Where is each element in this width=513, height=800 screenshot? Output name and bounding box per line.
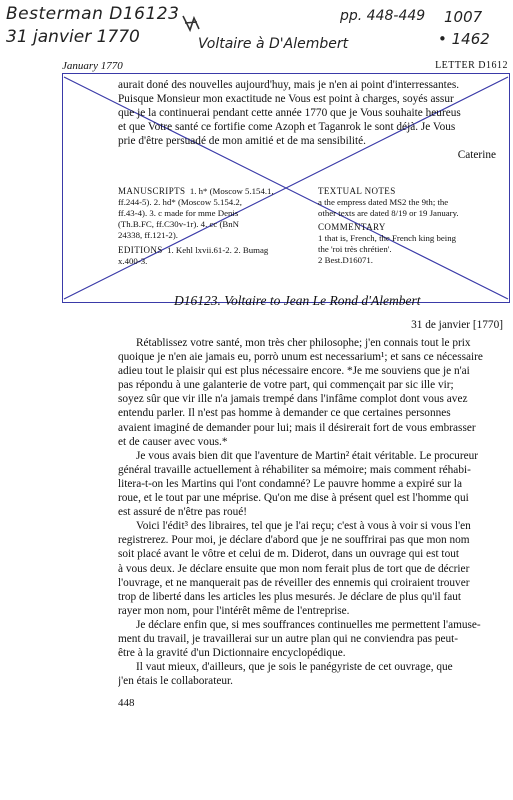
text-line: est assuré de n'être pas roué! — [118, 506, 248, 519]
previous-letter-text — [118, 78, 510, 163]
text-line: litera-t-on les Martins qui l'ont condamné? Le pauvre homme a expiré sur la — [118, 477, 462, 490]
running-header — [62, 60, 508, 74]
editions-label: EDITIONS — [118, 245, 163, 255]
textual-notes — [318, 186, 508, 266]
text-line: registrerez. Pour moi, je déclare d'abord que je ne souffrirai pas que mon nom — [118, 534, 470, 547]
letter-date: 31 de janvier [1770] — [411, 319, 503, 331]
text-line: et que Votre santé ce fortifie come Azoph et Taganrok le sont déjà. Je Vous — [118, 121, 456, 134]
page-number: 448 — [118, 697, 135, 709]
note-line: the 'roi très chrétien'. — [318, 244, 392, 254]
note-line: 24338, ff.121-2). — [118, 230, 178, 240]
text-line: Je déclare enfin que, si mes souffrances continuelles me permettent l'amuse- — [136, 618, 481, 631]
note-line: 1 that is, French, the French king being — [318, 233, 457, 243]
letter-body — [118, 336, 510, 688]
text-line: et de causer avec vous.* — [118, 435, 228, 448]
text-line: adieu tout le plaisir qui est plus nécessaire encore. *Je me souviens que je n'ai — [118, 365, 470, 378]
annotation-title: Voltaire à D'Alembert — [198, 36, 349, 52]
note-line: other texts are dated 8/19 or 19 January. — [318, 208, 459, 218]
text-line: Il vaut mieux, d'ailleurs, que je sois le panégyriste de cet ouvrage, que — [136, 661, 453, 674]
note-line: ff.43-4). 3. c made for mme Denis — [118, 208, 239, 218]
text-line: roue, et le tout par une méprise. Qu'on me dise à présent quel est l'homme qui — [118, 492, 469, 505]
text-line: pas répondu à une galanterie de votre part, qui commençait par sic ille vir; — [118, 379, 454, 392]
note-line: a the empress dated MS2 the 9th; the — [318, 197, 449, 207]
text-line: aurait doné des nouvelles aujourd'huy, mais je n'en ai point d'interressantes. — [118, 79, 460, 91]
textual-notes-label: TEXTUAL NOTES — [318, 186, 396, 196]
text-line: rayer mon nom, pour l'intérêt même de l'entreprise. — [118, 604, 350, 617]
text-line: quoique je n'en aie jamais eu, porrò unum est necessarium¹; et sans ce nécessaire — [118, 351, 483, 364]
text-line: général travaille actuellement à réhabiliter sa mémoire; mais comment réhabi- — [118, 463, 471, 476]
letter-title: D16123. Voltaire to Jean Le Rond d'Alembert — [174, 293, 421, 308]
signature: Caterine — [457, 149, 496, 162]
manuscripts-notes — [118, 186, 296, 267]
text-line: j'en étais le collaborateur. — [118, 675, 233, 688]
text-line: prie d'être persuadé de mon amitié et de ma sensibilité. — [118, 135, 366, 148]
text-line: que je la continuerai pendant cette année 1770 que je Vous souhaite heureus — [118, 107, 461, 120]
note-line: (Th.B.FC, ff.C30v-1r). 4. cc (BnN — [118, 219, 240, 229]
text-line: être à la gravité d'un Dictionnaire encyclopédique. — [118, 647, 346, 660]
text-line: avaient imaginé de demander pour lui; mais il désirerait fort de vous embrasser — [118, 421, 476, 434]
commentary-label: COMMENTARY — [318, 222, 386, 232]
text-line: l'ouvrage, et ne manquerait pas de réveiller des ennemis qui croiraient trouver — [118, 576, 470, 589]
annotation-date: 31 janvier 1770 — [6, 27, 140, 47]
header-letter-number: LETTER D1612 — [435, 60, 508, 71]
annotation-reference: Besterman D16123 — [6, 4, 180, 24]
text-line: entendu parler. Il n'est pas homme à demander ce que certaines personnes — [118, 407, 451, 420]
text-line: à vous deux. Je déclare ensuite que mon nom ferait plus de tort que de décrier — [118, 562, 470, 575]
header-date: January 1770 — [62, 60, 123, 72]
note-line: 1. Kehl lxvii.61-2. 2. Bumag — [167, 245, 269, 255]
manuscripts-label: MANUSCRIPTS — [118, 186, 186, 196]
annotation-pages: pp. 448-449 — [340, 8, 426, 24]
note-line: x.400-3. — [118, 256, 148, 266]
text-line: trop de liberté dans les articles les plus mesurés. Je déclare de plus qu'il faut — [118, 590, 462, 603]
annotation-number-1: 1007 — [444, 8, 483, 26]
annotation-number-2: • 1462 — [438, 30, 490, 48]
note-line: 2 Best.D16071. — [318, 255, 373, 265]
note-line: 1. h* (Moscow 5.154.1, — [189, 186, 274, 196]
note-line: ff.244-5). 2. hd* (Moscow 5.154.2, — [118, 197, 242, 207]
text-line: Rétablissez votre santé, mon très cher philosophe; j'en connais tout le prix — [136, 337, 471, 349]
text-line: Je vous avais bien dit que l'aventure de Martin² était véritable. Le procureur — [136, 449, 479, 462]
scribble-mark — [180, 12, 202, 34]
text-line: Puisque Monsieur mon exactitude ne Vous est point à charges, soyés assur — [118, 93, 454, 106]
text-line: soit placé avant le vôtre et celui de m. Diderot, dans un ouvrage qui est tout — [118, 548, 460, 561]
text-line: soyez sûr que vir ille n'a jamais trempé dans l'infâme complot dont vous avez — [118, 393, 468, 406]
text-line: Voici l'édit³ des libraires, tel que je l'ai reçu; c'est à vous à voir si vous l'en — [136, 520, 471, 533]
text-line: ment du travail, je travaillerai sur un autre plan qui ne conviendra pas peut- — [118, 632, 459, 645]
